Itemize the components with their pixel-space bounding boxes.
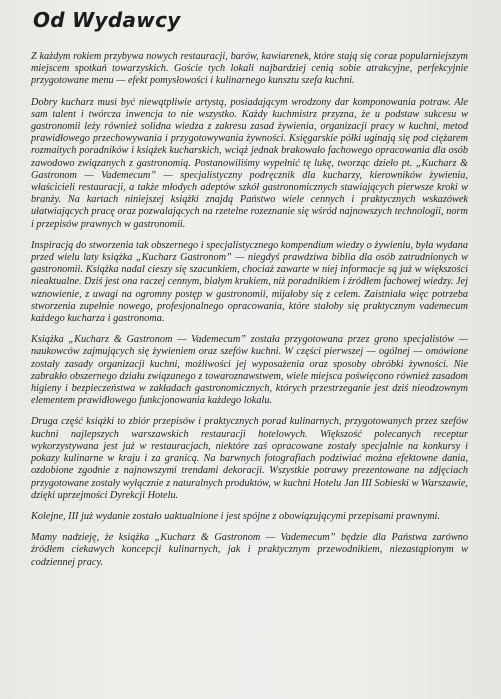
paragraph-1: Z każdym rokiem przybywa nowych restauracji, barów, kawiarenek, które stają się coraz popularniejszym miejscem spotkań towarzyskich. Goście tych lokali najbardziej cenią sobie atrakcyjne, perfekcyjnie przygotowane menu — efekt pomysłowości i kulinarnego kunsztu szefa kuchni.: [31, 51, 468, 87]
paragraph-5: Druga część książki to zbiór przepisów i praktycznych porad kulinarnych, przygotowanych przez szefów kuchni najlepszych warszawskich restauracji hotelowych. Większość polecanych receptur wykorzystywana jest już w restauracjach, niektóre zaś opracowane zostały specjalnie na konkursy i pokazy kulinarne w kraju i za granicą. Na barwnych fotografiach podziwiać można efektowne dania, ozdobione zgodnie z najnowszymi trendami dekoracji. Wszystkie potrawy prezentowane na zdjęciach przygotowane zostały wyłącznie z naturalnych produktów, w kuchni Hotelu Jan III Sobieski w Warszawie, dzięki uprzejmości Dyrekcji Hotelu.: [31, 416, 468, 501]
paragraph-6: Kolejne, III już wydanie zostało uaktualnione i jest spójne z obowiązującymi przepisami prawnymi.: [31, 510, 440, 522]
paragraph-7: Mamy nadzieję, że książka „Kucharz & Gastronom — Vademecum” będzie dla Państwa zarówno źródłem ciekawych koncepcji kulinarnych, jak i praktycznym przewodnikiem, niezastąpionym w codziennej pracy.: [31, 532, 468, 568]
body-text: [31, 51, 468, 578]
paragraph-2: Dobry kucharz musi być niewątpliwie artystą, posiadającym wrodzony dar komponowania potraw. Ale sam talent i twórcza inwencja to nie wszystko. Każdy kuchmistrz przyzna, że u podstaw sukcesu w gastronomii leży również solidna wiedza z zakresu zasad żywienia, organizacji pracy w kuchni, metod prawidłowego przechowywania i przygotowywania żywności. Księgarskie półki uginają się pod ciężarem rozmaitych poradników i książek kucharskich, wciąż jednak brakowało fachowego opracowania dla osób zawodowo związanych z gastronomią. Postanowiliśmy wypełnić tę lukę, tworząc dzieło pt. „Kucharz & Gastronom — Vademecum” — specjalistyczny podręcznik dla kucharzy, kierowników żywienia, właścicieli restauracji, a także młodych adeptów szkół gastronomicznych stawiających pierwsze kroki w branży. Na kartach niniejszej książki znajdą Państwo wiele cennych i praktycznych wskazówek ułatwiających pracę oraz pozwalających na rzetelne rozeznanie się wśród najnowszych technologii, norm i przepisów prawnych w gastronomii.: [31, 96, 468, 230]
paragraph-4: Książka „Kucharz & Gastronom — Vademecum” została przygotowana przez grono specjalistów — naukowców zajmujących się żywieniem oraz szefów kuchni. W części pierwszej — ogólnej — omówione zostały zasady organizacji kuchni, możliwości jej wyposażenia oraz sposoby obróbki żywności. Nie zabrakło obszernego działu związanego z towaroznawstwem, wiele miejsca poświęcono również zasadom higieny i bezpieczeństwa w zakładach gastronomicznych, których przestrzeganie jest dziś nieodzownym elementem prawidłowego funkcjonowania każdego lokalu.: [31, 334, 468, 407]
page-title: Od Wydawcy: [33, 8, 181, 32]
paragraph-3: Inspiracją do stworzenia tak obszernego i specjalistycznego kompendium wiedzy o żywieniu, była wydana przed wielu laty książka „Kucharz Gastronom” — niegdyś prawdziwa biblia dla osób zatrudnionych w gastronomii. Książka nadal cieszy się szacunkiem, chociaż zawarte w niej informacje są już w większości nieaktualne. Dziś jest ona raczej cennym, białym krukiem, niż poradnikiem i źródłem fachowej wiedzy. Jej wznowienie, z uwagi na ogromny postęp w gastronomii, mijałoby się z celem. Zaistniała więc potrzeba stworzenia zupełnie nowego, profesjonalnego opracowania, które stałoby się praktycznym vademecum każdego kucharza i gastronoma.: [31, 239, 468, 325]
